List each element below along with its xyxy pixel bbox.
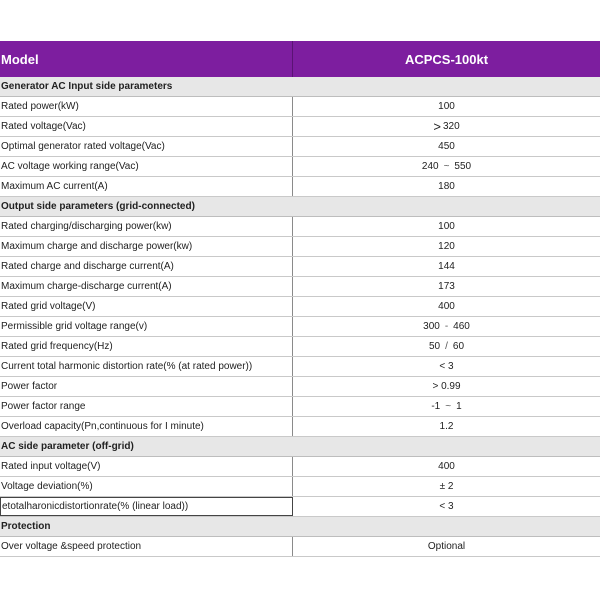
table-row	[0, 497, 600, 517]
row-label: Rated power(kW)	[0, 97, 293, 116]
section-title: AC side parameter (off-grid)	[1, 441, 134, 452]
row-label: Power factor range	[0, 397, 293, 416]
row-value-range	[293, 157, 600, 176]
range-max: 460	[453, 321, 470, 332]
row-label: Rated grid frequency(Hz)	[0, 337, 293, 356]
row-label: Rated charging/discharging power(kw)	[0, 217, 293, 236]
row-label: AC voltage working range(Vac)	[0, 157, 293, 176]
spec-table	[0, 41, 600, 557]
row-value-number: 320	[442, 121, 460, 132]
row-value-range	[293, 397, 600, 416]
range-min: -1	[431, 401, 441, 412]
table-row	[0, 177, 600, 197]
row-label: Maximum AC current(A)	[0, 177, 293, 196]
table-row	[0, 157, 600, 177]
section-protection	[0, 517, 600, 537]
row-label: Over voltage &speed protection	[0, 537, 293, 556]
row-label: Maximum charge and discharge power(kw)	[0, 237, 293, 256]
row-label: Power factor	[0, 377, 293, 396]
table-row	[0, 257, 600, 277]
row-value: < 3	[439, 501, 454, 512]
table-row	[0, 357, 600, 377]
greater-than-symbol: >	[433, 119, 441, 134]
row-label: Optimal generator rated voltage(Vac)	[0, 137, 293, 156]
row-label: etotalharonicdistortionrate(% (linear load))	[0, 497, 293, 516]
row-value-range	[293, 317, 600, 336]
row-value: > 0.99	[432, 381, 461, 392]
row-value: 100	[438, 101, 455, 112]
model-value: ACPCS-100kt	[404, 51, 489, 67]
table-row	[0, 337, 600, 357]
range-max: 1	[456, 401, 462, 412]
row-value: 400	[438, 461, 455, 472]
range-min: 240	[421, 161, 439, 172]
row-label: Maximum charge-discharge current(A)	[0, 277, 293, 296]
section-ac-side	[0, 437, 600, 457]
row-label: Overload capacity(Pn,continuous for I minute)	[0, 417, 293, 436]
row-value: 100	[438, 221, 455, 232]
row-value: 450	[438, 141, 455, 152]
range-separator: ~	[445, 401, 452, 412]
row-label: Permissible grid voltage range(v)	[0, 317, 293, 336]
range-max: 60	[452, 341, 465, 352]
row-value: 120	[438, 241, 455, 252]
row-label: Rated charge and discharge current(A)	[0, 257, 293, 276]
table-row	[0, 317, 600, 337]
header-row	[0, 41, 600, 77]
row-value: Optional	[427, 541, 466, 552]
row-label: Rated voltage(Vac)	[0, 117, 293, 136]
row-label: Rated grid voltage(V)	[0, 297, 293, 316]
table-row	[0, 457, 600, 477]
table-row	[0, 137, 600, 157]
row-value: ± 2	[439, 481, 454, 492]
row-value: < 3	[439, 361, 454, 372]
table-row	[0, 97, 600, 117]
section-title: Generator AC Input side parameters	[1, 81, 173, 92]
row-label: Voltage deviation(%)	[0, 477, 293, 496]
table-row	[0, 117, 600, 137]
range-max: 550	[454, 161, 472, 172]
section-generator	[0, 77, 600, 97]
table-row	[0, 377, 600, 397]
section-output	[0, 197, 600, 217]
table-row	[0, 477, 600, 497]
table-row	[0, 297, 600, 317]
range-separator: ~	[443, 161, 450, 172]
table-row	[0, 417, 600, 437]
table-row	[0, 397, 600, 417]
model-label: Model	[0, 41, 293, 77]
table-row	[0, 277, 600, 297]
row-label: Rated input voltage(V)	[0, 457, 293, 476]
row-value: 144	[438, 261, 455, 272]
table-row	[0, 537, 600, 557]
row-value: 180	[438, 181, 455, 192]
row-value: 173	[438, 281, 455, 292]
row-value	[293, 117, 600, 136]
range-separator: -	[444, 321, 449, 332]
row-label: Current total harmonic distortion rate(% (at rated power))	[0, 357, 293, 376]
row-value: 400	[438, 301, 455, 312]
range-min: 50	[428, 341, 441, 352]
table-row	[0, 217, 600, 237]
range-separator: /	[445, 341, 448, 352]
row-value: 1.2	[439, 421, 454, 432]
row-value-range	[293, 337, 600, 356]
table-row	[0, 237, 600, 257]
range-min: 300	[423, 321, 440, 332]
section-title: Output side parameters (grid-connected)	[1, 201, 195, 212]
section-title: Protection	[1, 521, 51, 532]
